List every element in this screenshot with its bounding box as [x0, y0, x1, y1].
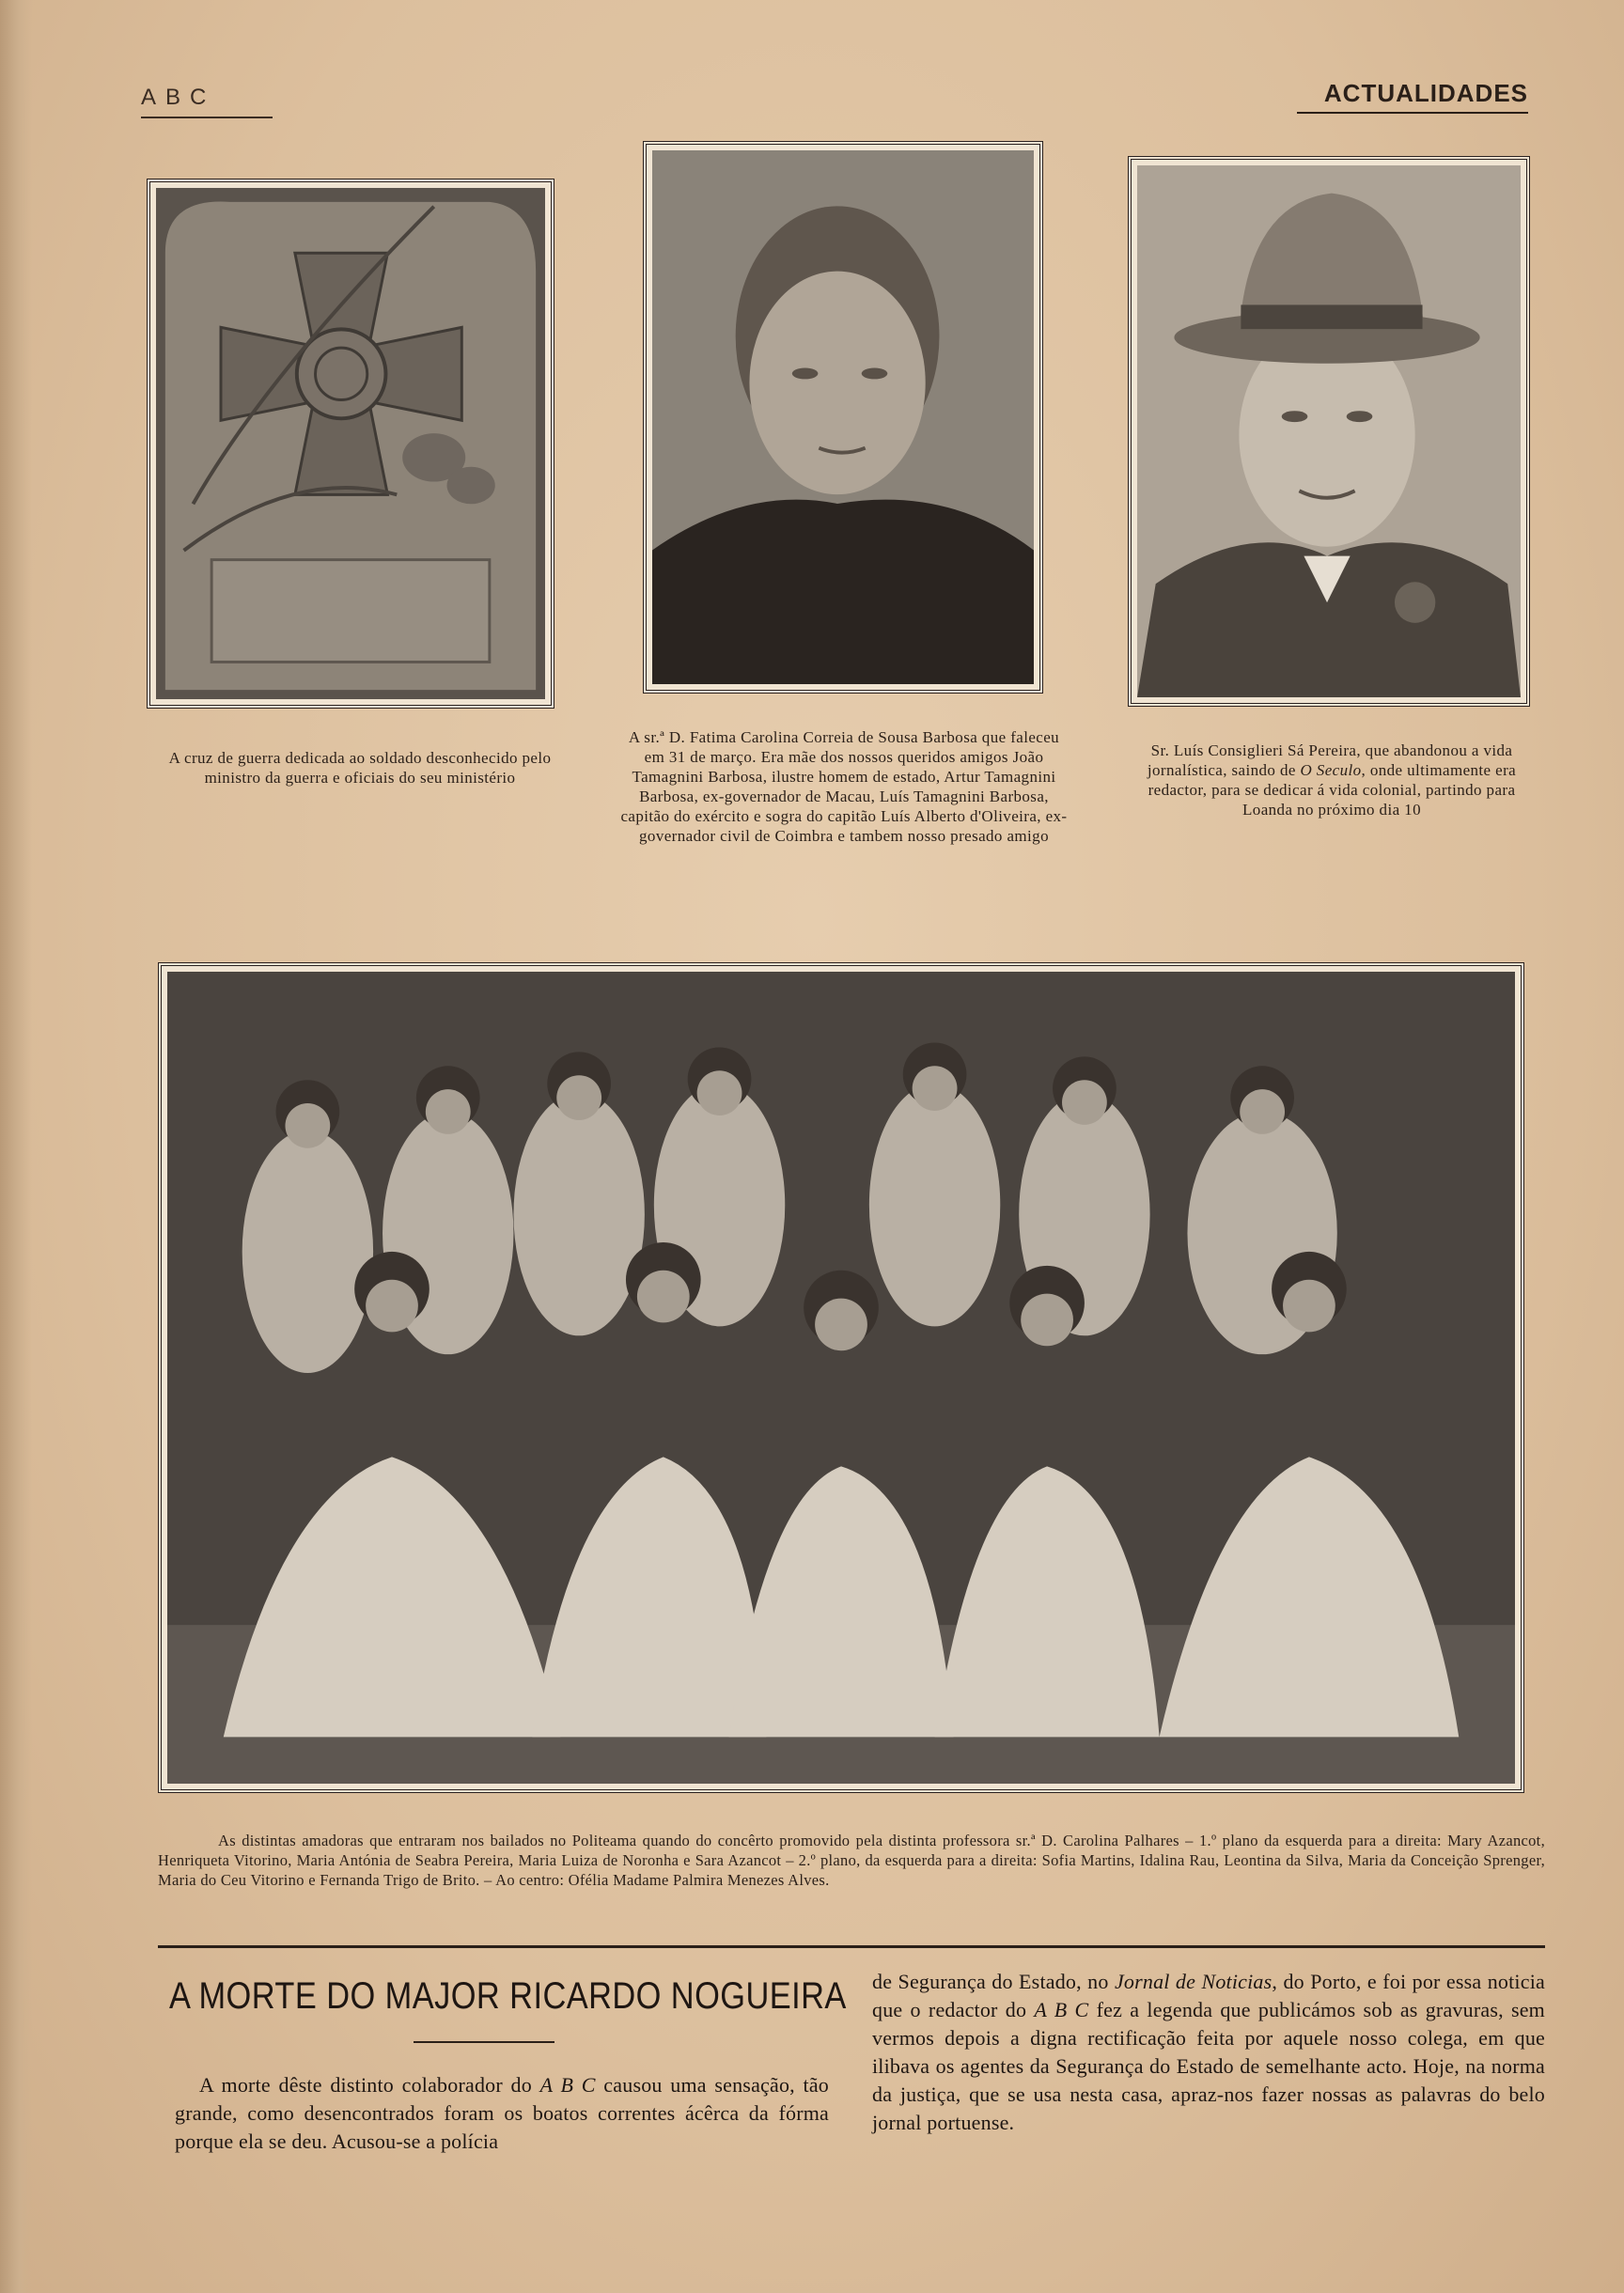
war-cross-photo [147, 179, 554, 709]
dancers-group-image [167, 972, 1515, 1784]
dancers-group-photo [158, 962, 1524, 1793]
man-caption-newspaper: O Seculo [1300, 761, 1362, 779]
article-left-abc: A B C [539, 2073, 596, 2097]
section-title: ACTUALIDADES [1297, 79, 1528, 114]
man-caption-lead: Sr. Luís Consiglieri Sá Pereira, que abandonou a vida jornalística, saindo de [1147, 741, 1513, 779]
article-right-abc: A B C [1034, 1998, 1089, 2021]
headline-underline [414, 2041, 554, 2043]
article-column-right [872, 1968, 1545, 2137]
dancers-caption: As distintas amadoras que entraram nos bailados no Politeama quando do concêrto promovido pela distinta professora sr.ª D. Carolina Palhares – 1.º plano da esquerda para a direita: Mary Azancot, Henriqueta Vitorino, Maria Antónia de Seabra Pereira, Maria Luiza de Noronha e Sara Azancot – 2.º plano, da esquerda para a direita: Sofia Martins, Idalina Rau, Leontina da Silva, Maria da Conceição Sprenger, Maria do Ceu Vitorino e Fernanda Trigo de Brito. – Ao centro: Ofélia Madame Palmira Menezes Alves. [158, 1832, 1545, 1889]
section-divider [158, 1945, 1545, 1948]
war-cross-image [156, 188, 545, 699]
woman-portrait-photo [643, 141, 1043, 694]
woman-portrait-image [652, 150, 1034, 684]
man-portrait-caption [1124, 741, 1539, 819]
war-cross-caption: A cruz de guerra dedicada ao soldado desconhecido pelo ministro da guerra e oficiais do seu ministério [168, 749, 552, 787]
article-right-text-c: fez a legenda que publicámos sob as gravuras, sem vermos depois a digna rectificação feita por aquele nosso colega, em que ilibava os agentes da Segurança do Estado de semelhante acto. Hoje, na norma da justiça, que se usa nesta casa, apraz-nos fazer nossas as palavras do belo jornal portuense. [872, 1998, 1545, 2134]
article-right-text-a: de Segurança do Estado, no [872, 1970, 1115, 1993]
article-left-text-b: causou uma sensação, tão grande, como desencontrados foram os boatos correntes ácêrca da fórma porque ela se deu. Acusou-se a polícia [175, 2073, 829, 2153]
article-right-newspaper: Jornal de Noticias [1114, 1970, 1273, 1993]
man-portrait-image [1137, 165, 1521, 697]
article-left-text-a: A morte dêste distinto colaborador do [199, 2073, 540, 2097]
article-right-text-b: , do Porto, e foi por essa noticia que o redactor do [872, 1970, 1545, 2021]
page-spine [0, 0, 32, 2293]
article-column-left [175, 2071, 829, 2156]
article-headline: A MORTE DO MAJOR RICARDO NOGUEIRA [169, 1975, 847, 2017]
man-portrait-photo [1128, 156, 1530, 707]
publication-name: ABC [141, 85, 273, 118]
woman-portrait-caption: A sr.ª D. Fatima Carolina Correia de Sousa Barbosa que faleceu em 31 de março. Era mãe dos nossos queridos amigos João Tamagnini Barbosa, ilustre homem de estado, Artur Tamagnini Barbosa, ex-governador de Macau, Luís Tamagnini Barbosa, capitão do exército e sogra do capitão Luís Alberto d'Oliveira, ex-governador civil de Coimbra e tambem nosso presado amigo [620, 728, 1068, 845]
man-caption-tail: , onde ultimamente era redactor, para se dedicar á vida colonial, partindo para Loanda no próximo dia 10 [1148, 761, 1517, 819]
